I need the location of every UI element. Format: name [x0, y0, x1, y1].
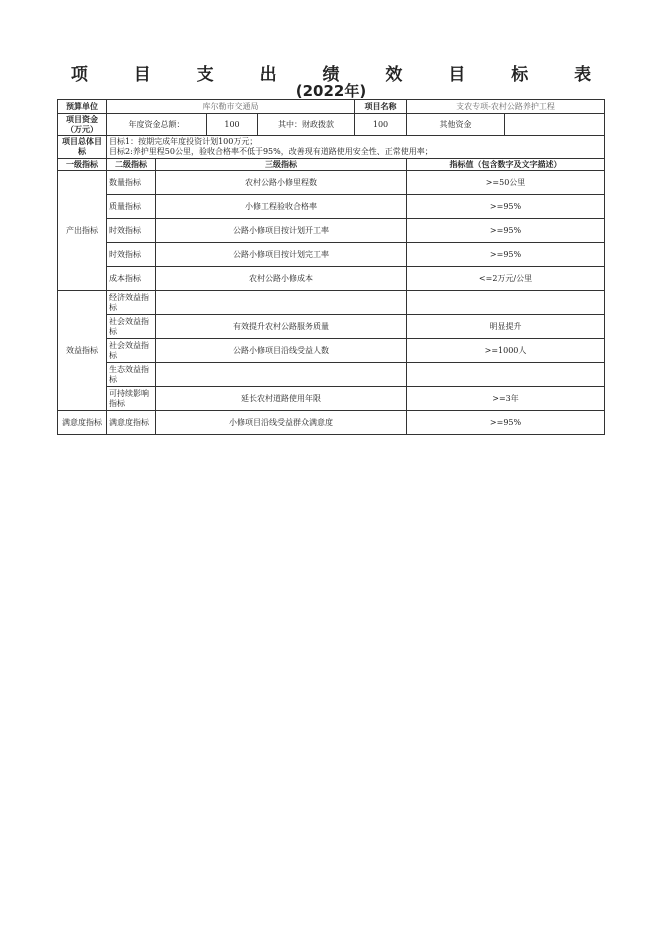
level3-cell: 小修项目沿线受益群众满意度: [156, 411, 407, 435]
header-row: [58, 100, 605, 114]
funds-fiscal-label: 其中：财政拨款: [258, 114, 355, 136]
table-row: [58, 195, 605, 219]
funds-other-value: [505, 114, 605, 136]
level3-cell: 农村公路小修成本: [156, 267, 407, 291]
project-name-label: 项目名称: [355, 100, 407, 114]
group-name: 效益指标: [58, 291, 107, 411]
funds-label: 项目资金（万元）: [58, 114, 107, 136]
value-cell: >=1000人: [407, 339, 605, 363]
level2-cell: 可持续影响指标: [107, 387, 156, 411]
value-cell: >=95%: [407, 243, 605, 267]
value-cell: >=95%: [407, 411, 605, 435]
value-cell: >=95%: [407, 219, 605, 243]
funds-total-label: 年度资金总额：: [107, 114, 207, 136]
budget-unit-value: 库尔勒市交通局: [107, 100, 355, 114]
goal-line-2: 目标2:养护里程50公里，验收合格率不低于95%，改善现有道路使用安全性、正常使用率；: [109, 147, 433, 156]
table-row: [58, 387, 605, 411]
level3-cell: 延长农村道路使用年限: [156, 387, 407, 411]
funds-row: [58, 114, 605, 136]
goal-label: 项目总体目标: [58, 136, 107, 159]
level3-cell: 公路小修项目按计划完工率: [156, 243, 407, 267]
level2-cell: 社会效益指标: [107, 315, 156, 339]
funds-fiscal-value: 100: [355, 114, 407, 136]
level3-cell: 公路小修项目按计划开工率: [156, 219, 407, 243]
col-level2: 二级指标: [107, 159, 156, 171]
level2-cell: 生态效益指标: [107, 363, 156, 387]
level2-cell: 时效指标: [107, 243, 156, 267]
level3-cell: [156, 363, 407, 387]
value-cell: [407, 291, 605, 315]
table-row: [58, 363, 605, 387]
table-row: [58, 315, 605, 339]
project-name-value: 支农专项-农村公路养护工程: [407, 100, 605, 114]
value-cell: >=3年: [407, 387, 605, 411]
value-cell: [407, 363, 605, 387]
level3-cell: 小修工程验收合格率: [156, 195, 407, 219]
table-row: [58, 243, 605, 267]
group-name: 产出指标: [58, 171, 107, 291]
table-row: [58, 411, 605, 435]
table-row: [58, 339, 605, 363]
level2-cell: 社会效益指标: [107, 339, 156, 363]
level3-cell: [156, 291, 407, 315]
goal-line-1: 目标1：按期完成年度投资计划100万元；: [109, 137, 258, 146]
value-cell: 明显提升: [407, 315, 605, 339]
col-value: 指标值（包含数字及文字描述）: [407, 159, 605, 171]
level2-cell: 质量指标: [107, 195, 156, 219]
table-row: [58, 267, 605, 291]
level2-cell: 数量指标: [107, 171, 156, 195]
value-cell: >=50公里: [407, 171, 605, 195]
value-cell: >=95%: [407, 195, 605, 219]
level2-cell: 成本指标: [107, 267, 156, 291]
page-subtitle-year: (2022年): [295, 82, 367, 100]
goal-row: [58, 136, 605, 159]
performance-target-table: [57, 99, 605, 435]
group-name: 满意度指标: [58, 411, 107, 435]
goal-text: [107, 136, 605, 159]
level2-cell: 时效指标: [107, 219, 156, 243]
funds-total-value: 100: [207, 114, 258, 136]
table-row: [58, 171, 605, 195]
level3-cell: 有效提升农村公路服务质量: [156, 315, 407, 339]
budget-unit-label: 预算单位: [58, 100, 107, 114]
level3-cell: 公路小修项目沿线受益人数: [156, 339, 407, 363]
level2-cell: 满意度指标: [107, 411, 156, 435]
col-level3: 三级指标: [156, 159, 407, 171]
table-row: [58, 219, 605, 243]
funds-other-label: 其他资金: [407, 114, 505, 136]
col-level1: 一级指标: [58, 159, 107, 171]
level3-cell: 农村公路小修里程数: [156, 171, 407, 195]
table-row: [58, 291, 605, 315]
page-title: 项 目 支 出 绩 效 目 标 表: [70, 65, 612, 85]
level2-cell: 经济效益指标: [107, 291, 156, 315]
column-header-row: [58, 159, 605, 171]
value-cell: <=2万元/公里: [407, 267, 605, 291]
